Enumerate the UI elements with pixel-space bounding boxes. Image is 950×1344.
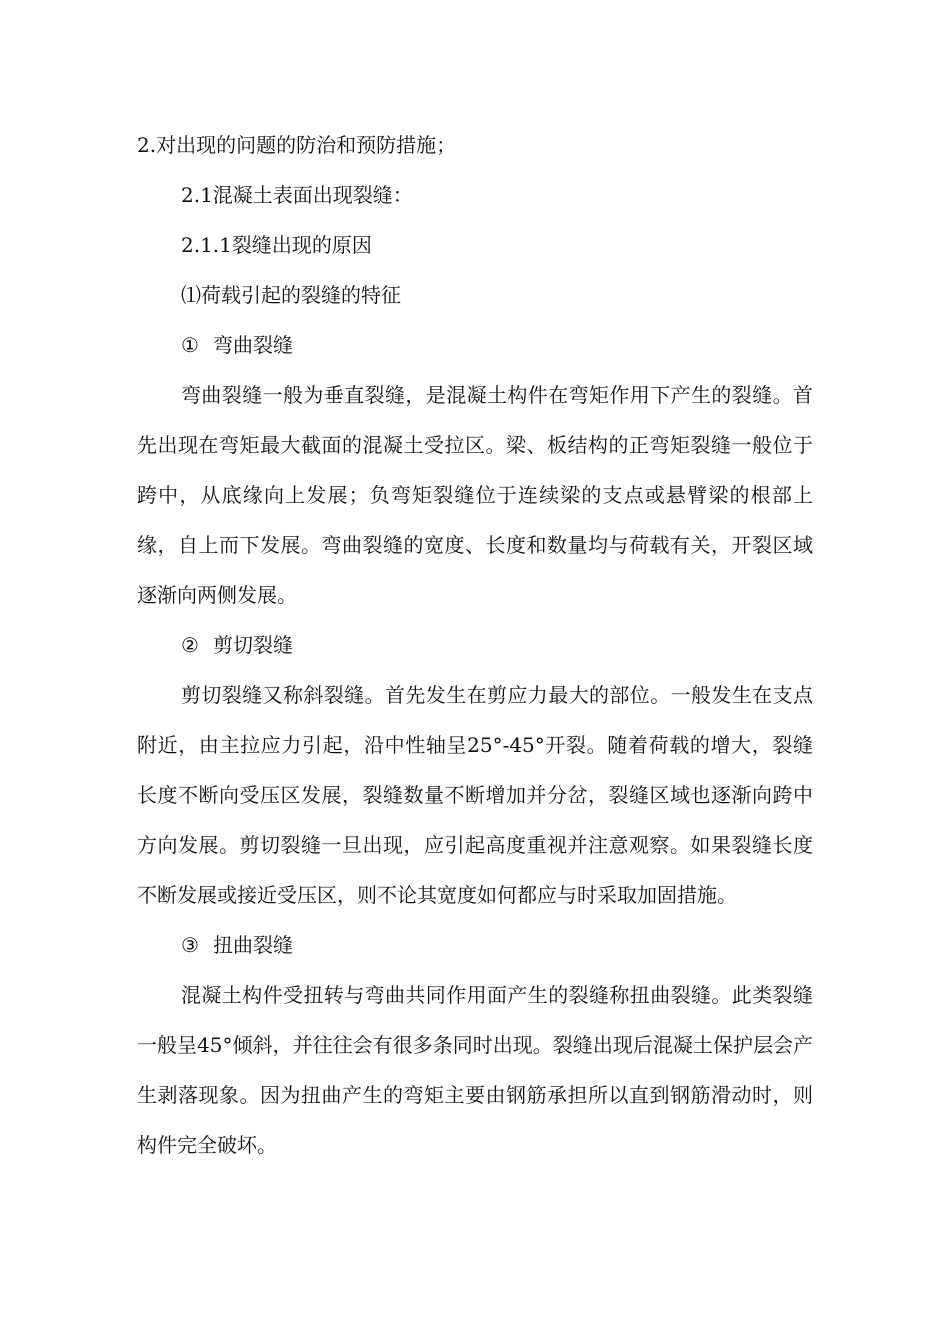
- paragraph-bending-cracks: 弯曲裂缝一般为垂直裂缝，是混凝土构件在弯矩作用下产生的裂缝。首先出现在弯矩最大截面的混凝土受拉区。梁、板结构的正弯矩裂缝一般位于跨中，从底缘向上发展；负弯矩裂缝位于连续梁的支点或悬臂梁的根部上缘，自上而下发展。弯曲裂缝的宽度、长度和数量均与荷载有关，开裂区域逐渐向两侧发展。: [137, 383, 813, 607]
- item-heading-torsion: [137, 920, 813, 970]
- section-heading-2-1: 2.1混凝土表面出现裂缝：: [181, 183, 413, 207]
- paragraph-torsion-cracks: 混凝土构件受扭转与弯曲共同作用面产生的裂缝称扭曲裂缝。此类裂缝一般呈45°倾斜，并往往会有很多条同时出现。裂缝出现后混凝土保护层会产生剥落现象。因为扭曲产生的弯矩主要由钢筋承担所以直到钢筋滑动时，则构件完全破坏。: [137, 983, 813, 1157]
- paragraph-shear-cracks: 剪切裂缝又称斜裂缝。首先发生在剪应力最大的部位。一般发生在支点附近，由主拉应力引起，沿中性轴呈25°-45°开裂。随着荷载的增大，裂缝长度不断向受压区发展，裂缝数量不断增加并分岔，裂缝区域也逐渐向跨中方向发展。剪切裂缝一旦出现，应引起高度重视并注意观察。如果裂缝长度不断发展或接近受压区，则不论其宽度如何都应与时采取加固措施。: [137, 683, 813, 907]
- item-marker: ①: [181, 333, 199, 357]
- item-heading-bending: [137, 320, 813, 370]
- item-title: 扭曲裂缝: [213, 933, 293, 957]
- section-heading-2-1-1: 2.1.1裂缝出现的原因: [181, 233, 372, 257]
- item-marker: ③: [181, 933, 199, 957]
- item-heading-shear: [137, 620, 813, 670]
- document-body: [137, 120, 813, 1170]
- item-title: 剪切裂缝: [213, 633, 293, 657]
- section-heading-2: 2.对出现的问题的防治和预防措施；: [137, 133, 457, 157]
- item-marker: ②: [181, 633, 199, 657]
- subheading-load-cracks: ⑴荷载引起的裂缝的特征: [181, 283, 401, 307]
- item-title: 弯曲裂缝: [213, 333, 293, 357]
